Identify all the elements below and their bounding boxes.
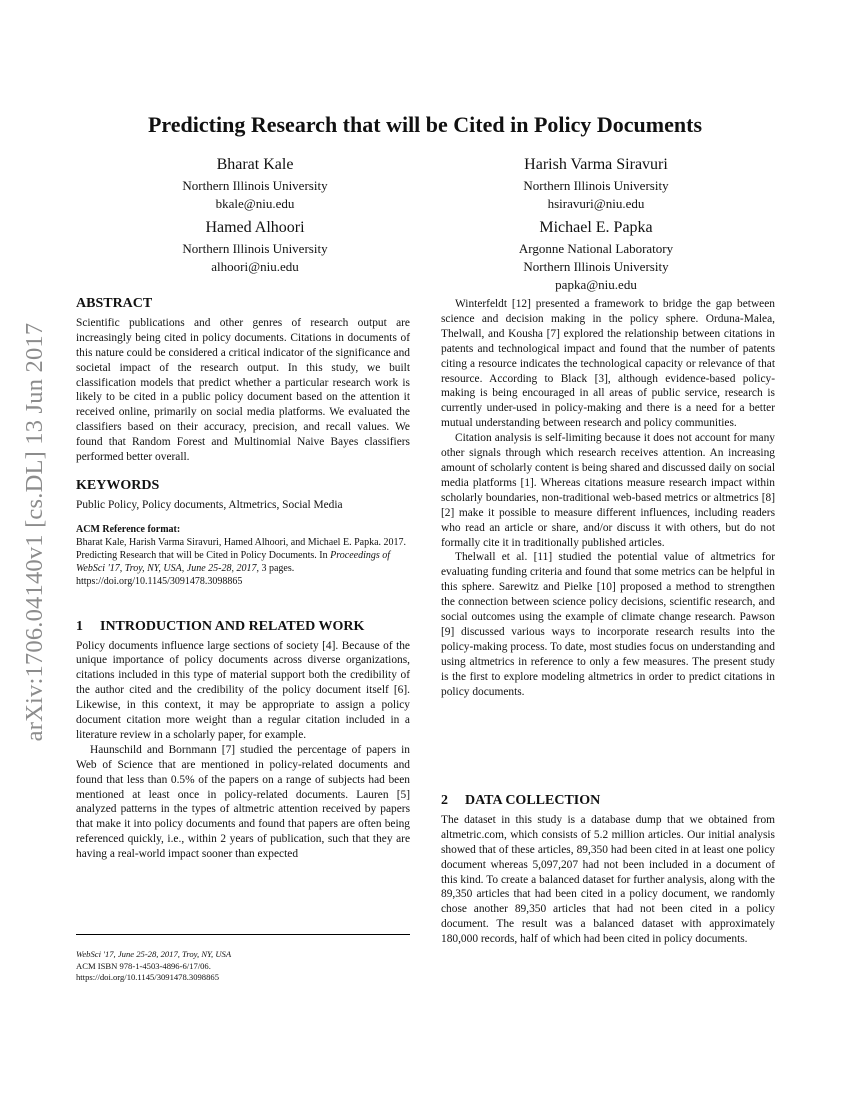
author-affiliation: Northern Illinois University: [182, 178, 328, 193]
section-number: 2: [441, 793, 448, 808]
author-affiliation: Northern Illinois University: [523, 259, 669, 274]
arxiv-identifier-stamp: arXiv:1706.04140v1 [cs.DL] 13 Jun 2017: [21, 322, 48, 742]
section-title: INTRODUCTION AND RELATED WORK: [100, 618, 365, 634]
author-block-alhoori: [105, 218, 405, 276]
acm-reference-pages: 3 pages.: [258, 563, 295, 575]
author-email: bkale@niu.edu: [215, 196, 295, 211]
author-name: Bharat Kale: [216, 156, 294, 173]
acm-reference-authors: Bharat Kale, Harish Varma Siravuri, Hamed Alhoori, and Michael E. Papka. 2017. Predicting Research that will be Cited in Policy Documents. In: [76, 536, 407, 561]
author-email: hsiravuri@niu.edu: [547, 196, 645, 211]
abstract-heading: ABSTRACT: [76, 296, 153, 311]
author-affiliation: Argonne National Laboratory: [518, 241, 674, 256]
footnote-doi[interactable]: https://doi.org/10.1145/3091478.3098865: [76, 972, 219, 983]
acm-reference-block: [76, 523, 410, 589]
author-email: papka@niu.edu: [555, 277, 637, 292]
keywords-heading: KEYWORDS: [76, 477, 160, 493]
body-paragraph: Winterfeldt [12] presented a framework to bridge the gap between science and decision making in the policy sphere. Orduna-Malea, Thelwall, and Kousha [7] explored the relationship between citations in patents and technological impact and found that the number of patents citing a resource indicates the technological capacity or relevance of that resource. According to Black [3], although evidence-based policy-making is being encouraged in all areas of public service, research is currently under-used in policy-making and there is a need for a better mutual understanding between research and policy communities.: [441, 298, 775, 430]
keywords-text: Public Policy, Policy documents, Altmetrics, Social Media: [76, 498, 343, 511]
right-column: [441, 297, 775, 699]
left-column: [76, 297, 410, 862]
body-paragraph: Thelwall et al. [11] studied the potential value of altmetrics for evaluating funding criteria and found that some metrics can be helpful in this sphere. Sarewitz and Pielke [10] proposed a method to strengthen the connection between science policy decisions, scientific research, and social outcomes using the example of climate change research. Pawson [9] discussed various ways to incorporate research results into the policy-making process. To date, most studies focus on understanding and using altmetrics in reference to only a few measures. The present study is the first to explore modeling altmetrics in order to predict citations in policy documents.: [441, 551, 775, 698]
section-2-heading: [441, 794, 775, 809]
data-collection-paragraph: The dataset in this study is a database dump that we obtained from altmetric.com, which consists of 5.2 million articles. Our initial analysis showed that of these articles, 89,350 had been cited in at least one policy document whereas 5,097,207 had not been included in a document of this kind. To create a balanced dataset for further analysis, along with the 89,350 articles that had been cited in a policy document, we randomly chose another 89,350 articles that had not been cited in a policy document. The result was a balanced dataset with approximately 180,000 records, half of which had been cited in policy documents.: [441, 813, 775, 946]
section-number: 1: [76, 618, 83, 634]
author-block-papka: [446, 218, 746, 294]
acm-reference-text: [76, 536, 410, 589]
author-name: Hamed Alhoori: [205, 219, 305, 236]
intro-paragraph: Haunschild and Bornmann [7] studied the percentage of papers in Web of Science that are mentioned in policy-related documents and found that less than 0.5% of the papers on a range of subjects had been mentioned at least once in policy-related documents. Lauren [5] analyzed patterns in the types of altmetric attention received by papers that make it into policy documents and found that papers are often being referenced quickly, i.e., within 2 years of publication, such that they are having a real-world impact sooner than expected: [76, 743, 410, 861]
section-title: DATA COLLECTION: [465, 793, 601, 808]
section-2: [441, 794, 775, 947]
footnote-venue: WebSci '17, June 25-28, 2017, Troy, NY, USA: [76, 949, 232, 959]
footnote-rule: [76, 934, 410, 935]
footnote-isbn: ACM ISBN 978-1-4503-4896-6/17/06.: [76, 960, 211, 971]
body-paragraph: Citation analysis is self-limiting because it does not account for many other signals through which research receives attention. An increasing amount of scholarly content is being shared and discussed daily on social media platforms [1]. Whereas citations measure research impact within scholarly boundaries, non-traditional web-based metrics or altmetrics [8][2] make it possible to measure different influences, including readers who read an article or share, and/or discuss it with others, but do not formally cite it in traditionally published articles.: [441, 432, 775, 549]
intro-paragraph: Policy documents influence large sections of society [4]. Because of the unique importance of policy documents across diverse organizations, citations included in this type of material support both the credibility of the author cited and the credibility of the policy document itself [6]. Likewise, in this context, it may be appropriate to assign a policy document citation more weight than a regular citation included in a literature review in a scholarly paper, for example.: [76, 639, 410, 741]
acm-reference-doi[interactable]: https://doi.org/10.1145/3091478.3098865: [76, 576, 243, 588]
abstract-text: Scientific publications and other genres of research output are increasingly being cited in policy documents. Citations in documents of this nature could be considered a critical indicator of the significance and societal impact of the research output. In this study, we built classification models that predict whether a particular research work is likely to be cited in a public policy document based on the attention it received online, primarily on social media platforms. We evaluated the classifiers based on their accuracy, precision, and recall values. We found that Random Forest and Multinomial Naive Bayes classifiers performed better overall.: [76, 316, 410, 464]
author-block-kale: [105, 155, 405, 213]
author-name: Harish Varma Siravuri: [524, 156, 668, 173]
author-email: alhoori@niu.edu: [211, 259, 299, 274]
author-name: Michael E. Papka: [539, 219, 653, 236]
footnote: [76, 949, 410, 984]
acm-reference-label: ACM Reference format:: [76, 523, 181, 535]
section-1-heading: [76, 620, 410, 635]
paper-title: Predicting Research that will be Cited in Policy Documents: [147, 112, 703, 137]
author-block-siravuri: [446, 155, 746, 213]
author-affiliation: Northern Illinois University: [182, 241, 328, 256]
acm-reference-venue: Proceedings of WebSci '17, Troy, NY, USA, June 25-28, 2017,: [76, 549, 391, 575]
author-affiliation: Northern Illinois University: [523, 178, 669, 193]
